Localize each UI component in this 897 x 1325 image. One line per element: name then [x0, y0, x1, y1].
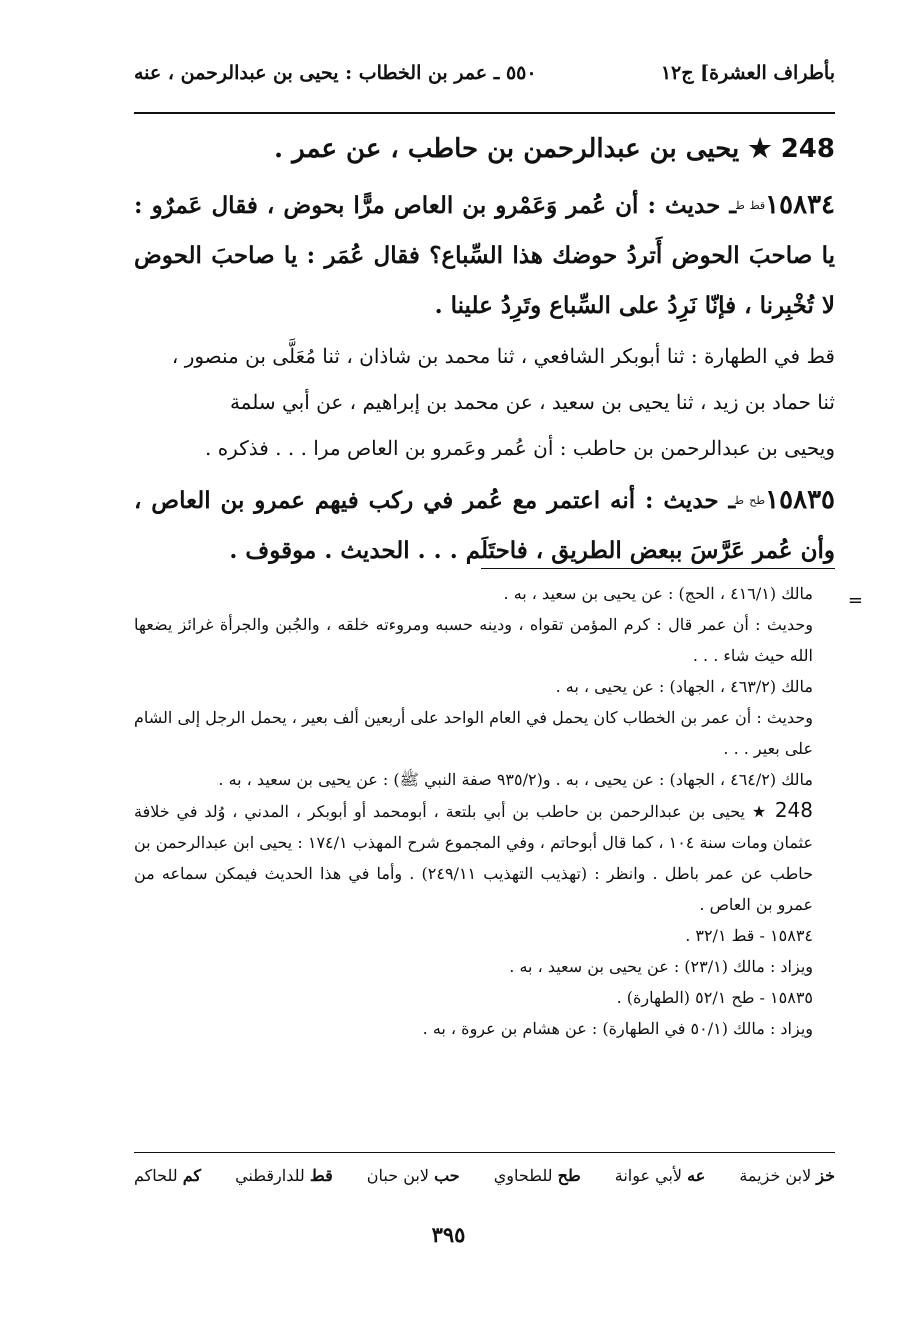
chain-line: ثنا حماد بن زيد ، ثنا يحيى بن سعيد ، عن محمد بن إبراهيم ، عن أبي سلمة	[229, 390, 835, 414]
narrator-number: 248	[780, 134, 835, 164]
header-book-title: بأطراف العشرة] ج١٢	[660, 62, 835, 84]
abbreviation-item: طح للطحاوي	[493, 1166, 581, 1185]
running-header	[134, 62, 835, 96]
footnote-line: مالك (٤٦٣/٢ ، الجهاد) : عن يحيى ، به .	[555, 677, 813, 696]
hadith-entry	[134, 475, 835, 576]
hadith-entry	[134, 180, 835, 331]
hadith-number: ١٥٨٣٥	[765, 485, 835, 515]
reference-line: ويزاد : مالك (٥٠/١ في الطهارة) : عن هشام بن عروة ، به .	[422, 1019, 813, 1038]
star-icon: ★	[751, 802, 768, 821]
page-number: ٣٩٥	[431, 1222, 466, 1247]
hadith-number: ١٥٨٣٤	[765, 190, 835, 220]
abbreviation-item: خز لابن خزيمة	[739, 1166, 835, 1185]
reference-line: ١٥٨٣٥ - طح ٥٢/١ (الطهارة) .	[616, 988, 813, 1007]
abbreviation-item: حب لابن حبان	[366, 1166, 460, 1185]
hadith-text: ـ حديث : أن عُمر وَعَمْرو بن العاص مرًّا بحوض ، فقال عَمرٌو : يا صاحبَ الحوض أَتردُ حوضك هذا السِّباع؟ فقال عُمَر : يا صاحبَ الحوض لا تُخْبِرنا ، فإنّا نَرِدُ على السِّباع وتَرِدُ علينا .	[134, 192, 835, 319]
footnote-line: مالك (٤٦٤/٢ ، الجهاد) : عن يحيى ، به . و(٩٣٥/٢ صفة النبي ﷺ) : عن يحيى بن سعيد ، به .	[218, 770, 813, 789]
narrator-bio	[134, 795, 835, 920]
header-running-title: ٥٥٠ ـ عمر بن الخطاب : يحيى بن عبدالرحمن ، عنه	[134, 62, 537, 84]
chain-line: قط في الطهارة : ثنا أبوبكر الشافعي ، ثنا محمد بن شاذان ، ثنا مُعَلَّى بن منصور ،	[171, 344, 835, 368]
bio-number: 248	[774, 798, 814, 822]
abbreviation-item: كم للحاكم	[134, 1166, 202, 1185]
header-rule	[134, 112, 835, 114]
hadith-siglum: طح ط	[735, 494, 766, 507]
chain-line: ويحيى بن عبدالرحمن بن حاطب : أن عُمر وعَمرو بن العاص مرا . . . فذكره .	[204, 436, 835, 460]
reference-line: ١٥٨٣٤ - قط ٣٢/١ .	[685, 926, 813, 945]
abbreviation-item: قط للدارقطني	[235, 1166, 333, 1185]
star-icon: ★	[748, 134, 772, 164]
footnote-line: وحديث : أن عمر بن الخطاب كان يحمل في العام الواحد على أربعين ألف بعير ، يحمل الرجل إلى الشام على بعير . . .	[134, 708, 813, 758]
main-content	[134, 122, 835, 576]
narrator-name: يحيى بن عبدالرحمن بن حاطب ، عن عمر .	[274, 134, 740, 164]
abbreviations-separator	[134, 1152, 835, 1153]
continuation-mark: =	[847, 590, 863, 611]
reference-line: ويزاد : مالك (٢٣/١) : عن يحيى بن سعيد ، به .	[509, 957, 813, 976]
hadith-text: ـ حديث : أنه اعتمر مع عُمر في ركب فيهم عمرو بن العاص ، وأن عُمر عَرَّسَ ببعض الطريق ، فاحتَلَم . . . الحديث . موقوف .	[134, 487, 835, 564]
chain-of-narration	[134, 333, 835, 471]
abbreviations-key	[134, 1166, 835, 1196]
hadith-siglum: قط ط	[736, 199, 766, 212]
abbreviation-item: عه لأبي عوانة	[614, 1166, 706, 1185]
narrator-heading	[134, 122, 835, 176]
bio-text: يحيى بن عبدالرحمن بن حاطب بن أبي بلتعة ، أبومحمد أو أبوبكر ، المدني ، وُلد في خلافة عثمان ومات سنة ١٠٤ ، كما قال أبوحاتم ، وفي المجموع شرح المهذب ١٧٤/١ : يحيى ابن عبدالرحمن بن حاطب عن عمر باطل . وانظر : (تهذيب التهذيب ٢٤٩/١١) . وأما في هذا الحديث فيمكن سماعه من عمرو بن العاص .	[134, 802, 813, 914]
footnotes	[134, 578, 835, 1044]
footnote-line: مالك (٤١٦/١ ، الحج) : عن يحيى بن سعيد ، به .	[503, 584, 813, 603]
footnote-line: وحديث : أن عمر قال : كرم المؤمن تقواه ، ودينه حسبه ومروءته خلقه ، والجُبن والجرأة غرائز يضعها الله حيث شاء . . .	[134, 615, 813, 665]
footnote-separator	[481, 568, 835, 569]
